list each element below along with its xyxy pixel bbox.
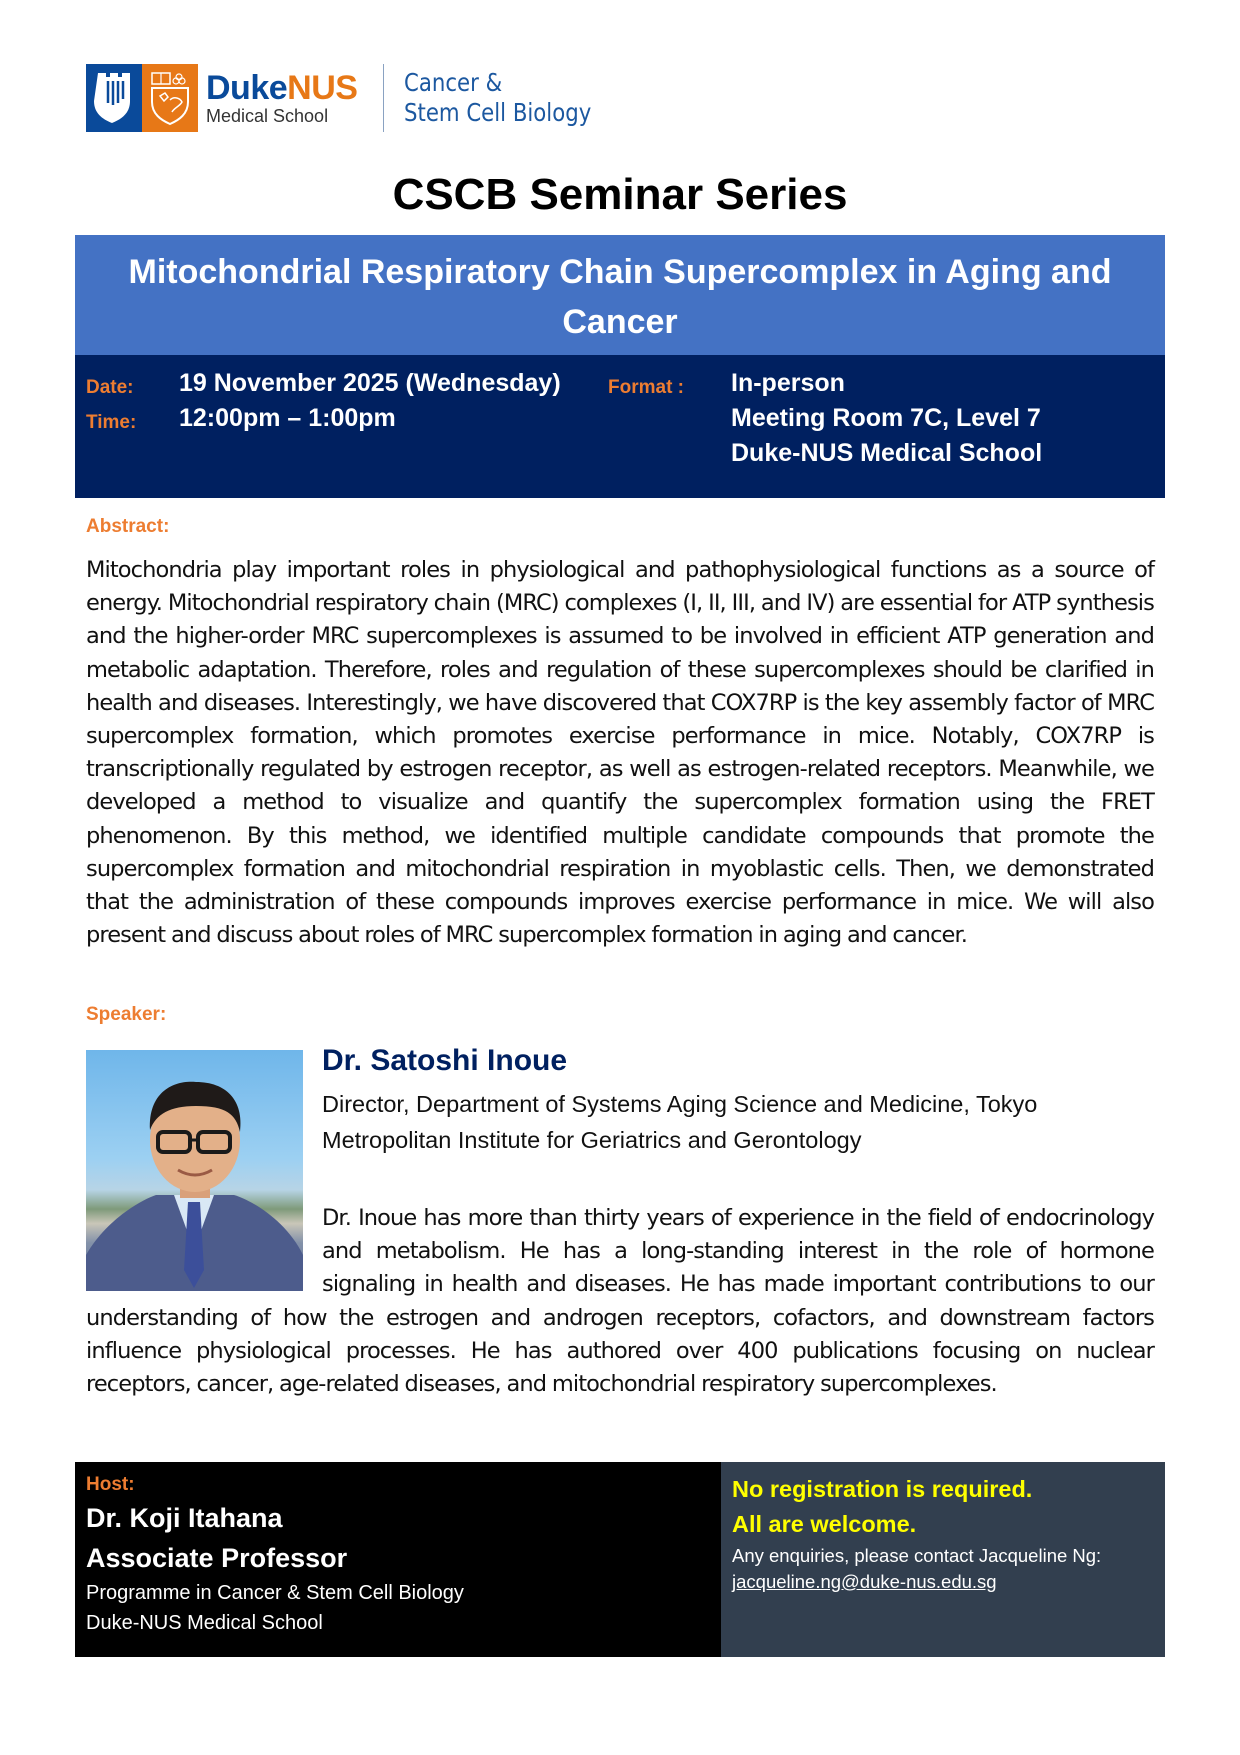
seminar-topic: Mitochondrial Respiratory Chain Supercomplex in Aging and Cancer bbox=[75, 235, 1165, 355]
registration-panel bbox=[721, 1462, 1165, 1657]
speaker-bio bbox=[86, 1202, 1154, 1401]
nus-crest-logo bbox=[142, 64, 198, 132]
brand-subtitle: Medical School bbox=[206, 106, 329, 126]
time-label: Time: bbox=[86, 412, 137, 433]
host-panel bbox=[75, 1462, 721, 1657]
department-name bbox=[404, 68, 624, 128]
venue-institution: Duke-NUS Medical School bbox=[731, 439, 1043, 467]
duke-shield-logo bbox=[86, 64, 142, 132]
speaker-label: Speaker: bbox=[86, 1004, 167, 1025]
host-programme: Programme in Cancer & Stem Cell Biology bbox=[86, 1582, 464, 1604]
header-logos bbox=[86, 64, 625, 132]
format-value: In-person bbox=[731, 369, 845, 397]
abstract-text: Mitochondria play important roles in physiological and pathophysiological functions as a source of energy. Mitochondrial respiratory chain (MRC) complexes (I, II, III, and IV) are essential for ATP synthesis and the higher-order MRC supercomplexes is assumed to be involved in efficient ATP generation and metabolic adaptation. Therefore, roles and regulation of these supercomplexes should be clarified in health and diseases. Interestingly, we have discovered that COX7RP is the key assembly factor of MRC supercomplex formation, which promotes exercise performance in mice. Notably, COX7RP is transcriptionally regulated by estrogen receptor, as well as estrogen-related receptors. Meanwhile, we developed a method to visualize and quantify the supercomplex formation using the FRET phenomenon. By this method, we identified multiple candidate compounds that promote the supercomplex formation and mitochondrial respiration in myoblastic cells. Then, we demonstrated that the administration of these compounds improves exercise performance in mice. We will also present and discuss about roles of MRC supercomplex formation in aging and cancer. bbox=[86, 557, 1154, 949]
logo-divider bbox=[383, 64, 384, 132]
speaker-name: Dr. Satoshi Inoue bbox=[322, 1044, 568, 1077]
host-name: Dr. Koji Itahana bbox=[86, 1503, 283, 1533]
date-value: 19 November 2025 (Wednesday) bbox=[179, 369, 561, 397]
time-value: 12:00pm – 1:00pm bbox=[179, 404, 396, 432]
speaker-bio-text: Dr. Inoue has more than thirty years of experience in the field of endocrinology and metabolism. He has a long-standing interest in the role of hormone signaling in health and diseases. He has made important contributions to our understanding of how the estrogen and androgen receptors, cofactors, and downstream factors influence physiological processes. He has authored over 400 publications focusing on nuclear receptors, cancer, age-related diseases, and mitochondrial respiratory supercomplexes. bbox=[86, 1205, 1154, 1398]
department-line-2: Stem Cell Biology bbox=[404, 98, 592, 127]
photo-wrap-spacer bbox=[86, 1202, 322, 1300]
nus-crest-icon bbox=[148, 70, 192, 126]
brand-duke: Duke bbox=[206, 69, 288, 107]
duke-nus-wordmark bbox=[206, 64, 357, 132]
format-label: Format : bbox=[608, 377, 684, 398]
enquiry-text: Any enquiries, please contact Jacqueline Ng: bbox=[732, 1545, 1102, 1566]
abstract-label: Abstract: bbox=[86, 516, 170, 537]
host-label: Host: bbox=[86, 1474, 135, 1495]
event-details bbox=[75, 355, 1165, 498]
host-institution: Duke-NUS Medical School bbox=[86, 1612, 323, 1634]
series-title: CSCB Seminar Series bbox=[392, 170, 848, 219]
registration-note: No registration is required. bbox=[732, 1476, 1033, 1502]
department-line-1: Cancer & bbox=[404, 68, 503, 97]
contact-email-link[interactable]: jacqueline.ng@duke-nus.edu.sg bbox=[732, 1571, 997, 1592]
venue-room: Meeting Room 7C, Level 7 bbox=[731, 404, 1041, 432]
duke-shield-icon bbox=[94, 71, 134, 125]
brand-nus: NUS bbox=[287, 69, 358, 107]
speaker-title: Director, Department of Systems Aging Science and Medicine, Tokyo Metropolitan Institute for Geriatrics and Gerontology bbox=[322, 1091, 1038, 1153]
host-position: Associate Professor bbox=[86, 1543, 348, 1573]
date-label: Date: bbox=[86, 377, 134, 398]
welcome-note: All are welcome. bbox=[732, 1511, 917, 1537]
